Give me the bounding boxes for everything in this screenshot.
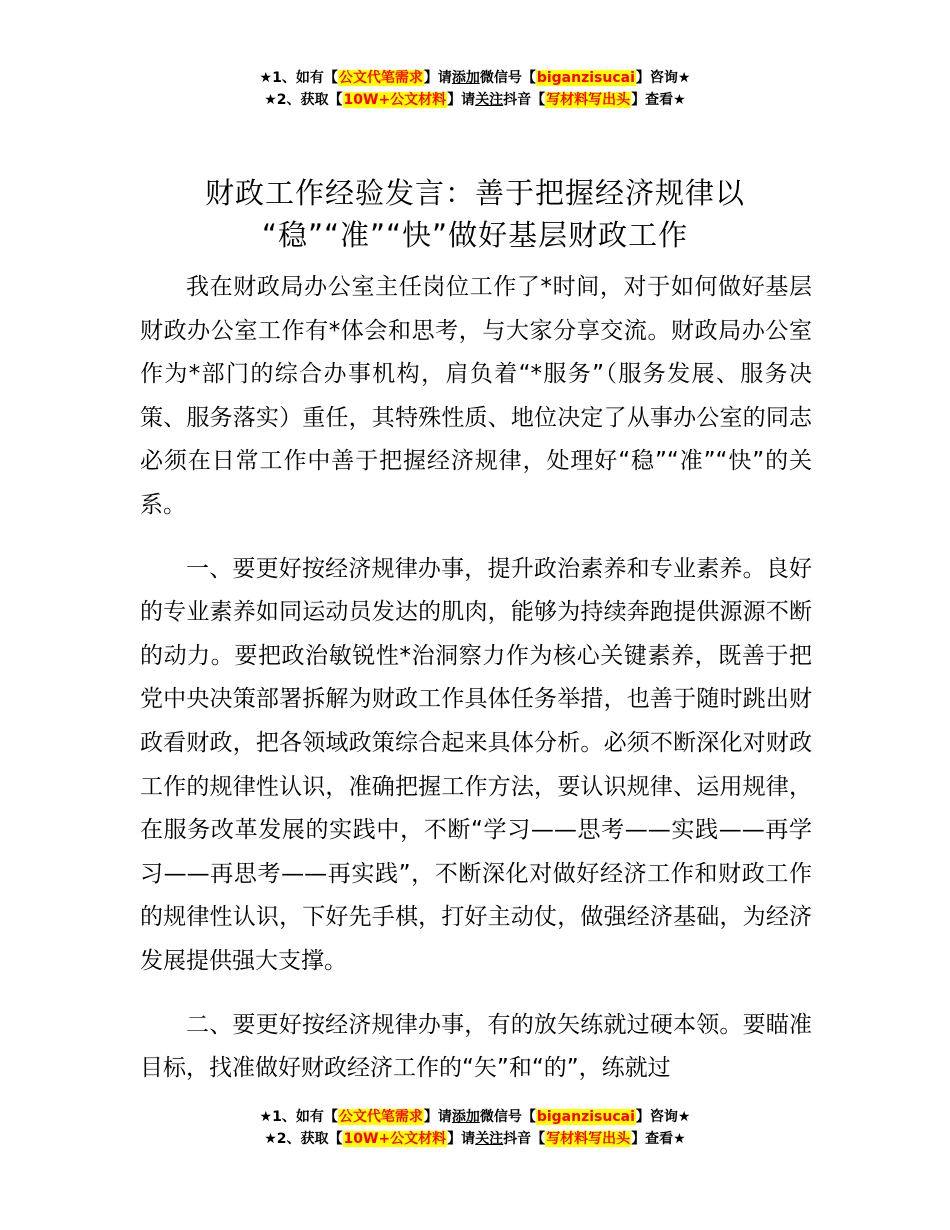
banner-text: ★2、获取【 <box>264 92 343 108</box>
paragraph-intro: 我在财政局办公室主任岗位工作了*时间，对于如何做好基层财政办公室工作有*体会和思考，与大家分享交流。财政局办公室作为*部门的综合办事机构，肩负着“*服务”（服务发展、服务决策、服务落实）重任，其特殊性质、地位决定了从事办公室的同志必须在日常工作中善于把握经济规律，处理好“稳”“准”“快”的关系。 <box>140 274 812 518</box>
banner-highlight: 公文代笔需求 <box>338 70 423 86</box>
banner-highlight: 写材料写出头 <box>546 92 631 108</box>
banner-highlight: 10W+公文材料 <box>343 92 447 108</box>
banner-highlight: 10W+公文材料 <box>343 1131 447 1147</box>
banner-text: 】请 <box>423 70 452 86</box>
document-title <box>140 172 810 256</box>
paragraph-section-2: 二、要更好按经济规律办事，有的放矢练就过硬本领。要瞄准目标，找准做好财政经济工作的“矢”和“的”，练就过 <box>140 1011 812 1082</box>
banner-text: 】请 <box>447 1131 476 1147</box>
banner-underline: 添加 <box>451 70 480 86</box>
banner-text: 抖音【 <box>503 92 546 108</box>
bottom-banner <box>0 1106 950 1150</box>
document-body <box>140 266 812 1091</box>
paragraph-section-1: 一、要更好按经济规律办事，提升政治素养和专业素养。良好的专业素养如同运动员发达的肌肉，能够为持续奔跑提供源源不断的动力。要把政治敏锐性*治洞察力作为核心关键素养，既善于把党中央决策部署拆解为财政工作具体任务举措，也善于随时跳出财政看财政，把各领域政策综合起来具体分析。必须不断深化对财政工作的规律性认识，准确把握工作方法，要认识规律、运用规律，在服务改革发展的实践中，不断“学习——思考——实践——再学习——再思考——再实践”，不断深化对做好经济工作和财政工作的规律性认识，下好先手棋，打好主动仗，做强经济基础，为经济发展提供强大支撑。 <box>140 555 812 974</box>
banner-text: 】查看★ <box>631 92 686 108</box>
banner-text: ★1、如有【 <box>259 70 338 86</box>
banner-text: 抖音【 <box>503 1131 546 1147</box>
banner-text: ★1、如有【 <box>259 1109 338 1125</box>
banner-highlight: biganzisucai <box>536 1109 635 1125</box>
banner-text: 】请 <box>423 1109 452 1125</box>
banner-text: ★2、获取【 <box>264 1131 343 1147</box>
banner-text: 】查看★ <box>631 1131 686 1147</box>
banner-line-1 <box>0 1106 950 1128</box>
banner-underline: 添加 <box>451 1109 480 1125</box>
banner-line-2 <box>0 1128 950 1150</box>
banner-text: 】咨询★ <box>635 70 691 86</box>
banner-text: 】咨询★ <box>635 1109 691 1125</box>
top-banner <box>0 67 950 111</box>
banner-text: 微信号【 <box>479 70 536 86</box>
banner-highlight: 公文代笔需求 <box>338 1109 423 1125</box>
banner-highlight: 写材料写出头 <box>546 1131 631 1147</box>
banner-underline: 关注 <box>475 92 504 108</box>
banner-line-1 <box>0 67 950 89</box>
banner-highlight: biganzisucai <box>536 70 635 86</box>
banner-underline: 关注 <box>475 1131 504 1147</box>
banner-line-2 <box>0 89 950 111</box>
title-line-2: “稳”“准”“快”做好基层财政工作 <box>261 218 689 252</box>
title-line-1: 财政工作经验发言：善于把握经济规律以 <box>204 176 745 210</box>
banner-text: 】请 <box>447 92 476 108</box>
banner-text: 微信号【 <box>479 1109 536 1125</box>
